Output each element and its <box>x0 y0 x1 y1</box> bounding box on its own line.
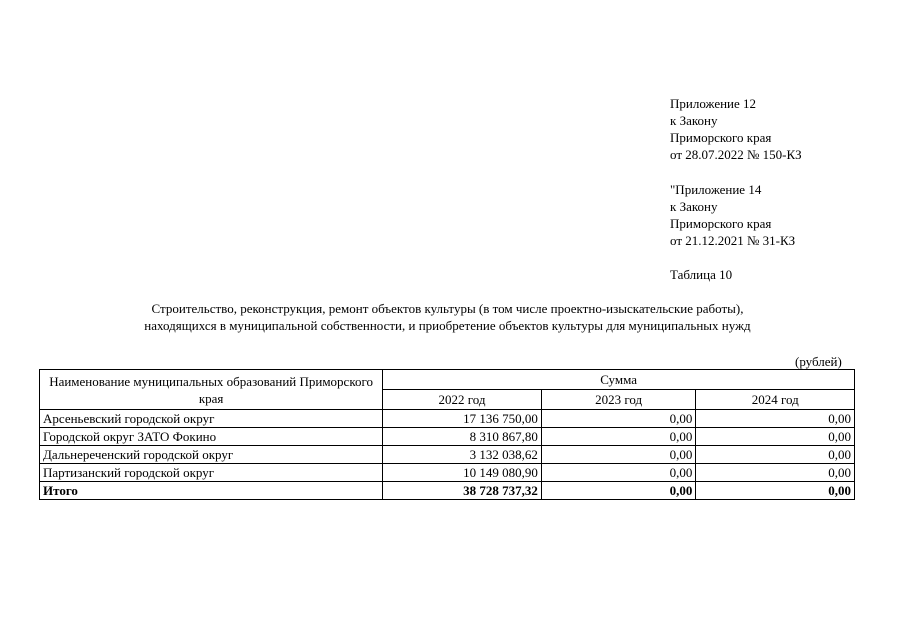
total-2022: 38 728 737,32 <box>383 482 542 500</box>
municipality-name: Арсеньевский городской округ <box>40 410 383 428</box>
appendix-12-line1: Приложение 12 <box>670 96 757 111</box>
table-row <box>40 446 855 464</box>
amount-2022: 17 136 750,00 <box>383 410 542 428</box>
title-line-1: Строительство, реконструкция, ремонт объектов культуры (в том числе проектно-изыскательские работы), <box>151 301 744 316</box>
header-sum-column: Сумма <box>383 370 855 390</box>
amount-2024: 0,00 <box>696 428 855 446</box>
appendix-14-line1: "Приложение 14 <box>670 182 762 197</box>
amount-2022: 8 310 867,80 <box>383 428 542 446</box>
amount-2022: 3 132 038,62 <box>383 446 542 464</box>
amount-2024: 0,00 <box>696 464 855 482</box>
header-year-2022: 2022 год <box>383 390 542 410</box>
municipality-name: Дальнереченский городской округ <box>40 446 383 464</box>
document-title <box>40 300 855 334</box>
total-2024: 0,00 <box>696 482 855 500</box>
appendix-12-line4: от 28.07.2022 № 150-КЗ <box>670 147 802 162</box>
appendix-14-line2: к Закону <box>670 199 718 214</box>
amount-2023: 0,00 <box>541 410 696 428</box>
total-2023: 0,00 <box>541 482 696 500</box>
table-number: Таблица 10 <box>670 267 733 282</box>
amount-2023: 0,00 <box>541 464 696 482</box>
appendix-12-line2: к Закону <box>670 113 718 128</box>
amount-2023: 0,00 <box>541 446 696 464</box>
appendix-14-line3: Приморского края <box>670 216 772 231</box>
municipality-name: Городской округ ЗАТО Фокино <box>40 428 383 446</box>
amount-2024: 0,00 <box>696 410 855 428</box>
title-line-2: находящихся в муниципальной собственности, и приобретение объектов культуры для муниципальных нужд <box>144 318 751 333</box>
appendix-12-block <box>670 95 802 163</box>
amount-2022: 10 149 080,90 <box>383 464 542 482</box>
table-header-row-1 <box>40 370 855 390</box>
appendix-14-line4: от 21.12.2021 № 31-КЗ <box>670 233 796 248</box>
table-row <box>40 410 855 428</box>
appendix-14-block <box>670 181 795 249</box>
header-year-2023: 2023 год <box>541 390 696 410</box>
table-total-row <box>40 482 855 500</box>
appendix-12-line3: Приморского края <box>670 130 772 145</box>
table-row <box>40 428 855 446</box>
total-label: Итого <box>40 482 383 500</box>
municipality-name: Партизанский городской округ <box>40 464 383 482</box>
funding-table <box>39 369 855 500</box>
units-label: (рублей) <box>795 354 842 369</box>
amount-2023: 0,00 <box>541 428 696 446</box>
header-year-2024: 2024 год <box>696 390 855 410</box>
amount-2024: 0,00 <box>696 446 855 464</box>
table-row <box>40 464 855 482</box>
header-name-column: Наименование муниципальных образований Приморского края <box>40 370 383 410</box>
